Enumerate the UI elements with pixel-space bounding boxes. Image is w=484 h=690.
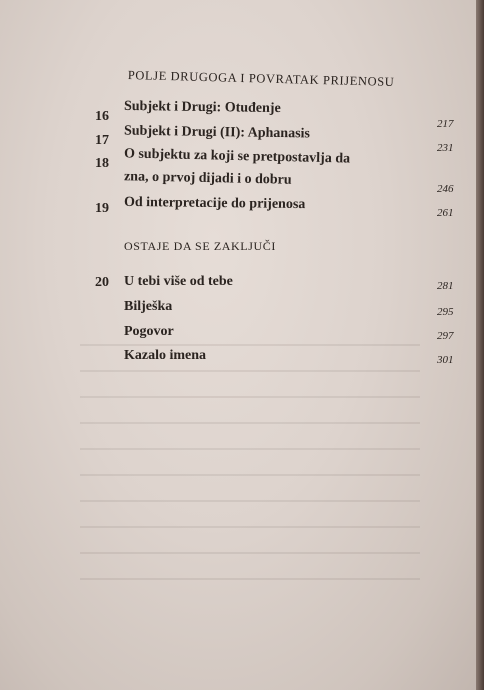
page-number: 261 — [437, 207, 454, 219]
page-number: 301 — [437, 354, 454, 366]
chapter-number: 17 — [95, 133, 109, 148]
chapter-title: U tebi više od tebe — [124, 274, 233, 289]
chapter-number: 19 — [95, 201, 109, 216]
page-number: 295 — [437, 306, 454, 318]
page-number: 297 — [437, 330, 454, 342]
chapter-title: Od interpretacije do prijenosa — [123, 194, 306, 213]
page-number: 281 — [437, 280, 454, 292]
chapter-number: 16 — [95, 109, 109, 124]
section-heading: OSTAJE DA SE ZAKLJUČI — [124, 239, 276, 253]
chapter-title-line-1: O subjektu za koji se pretpostavlja da — [123, 146, 351, 167]
chapter-title: Pogovor — [124, 324, 174, 339]
chapter-number: 20 — [95, 275, 109, 290]
page-number: 231 — [437, 142, 454, 154]
chapter-title: Subjekt i Drugi: Otuđenje — [123, 98, 281, 117]
chapter-title: Bilješka — [124, 299, 173, 314]
chapter-number: 18 — [95, 156, 109, 171]
book-page-edge — [476, 0, 484, 690]
page-number: 217 — [437, 118, 454, 130]
chapter-title-line-2: zna, o prvoj dijadi i o dobru — [123, 169, 292, 188]
chapter-title: Kazalo imena — [124, 348, 207, 363]
page-number: 246 — [437, 183, 454, 195]
section-heading: POLJE DRUGOGA I POVRATAK PRIJENOSU — [127, 68, 395, 89]
chapter-title: Subjekt i Drugi (II): Aphanasis — [123, 123, 311, 142]
